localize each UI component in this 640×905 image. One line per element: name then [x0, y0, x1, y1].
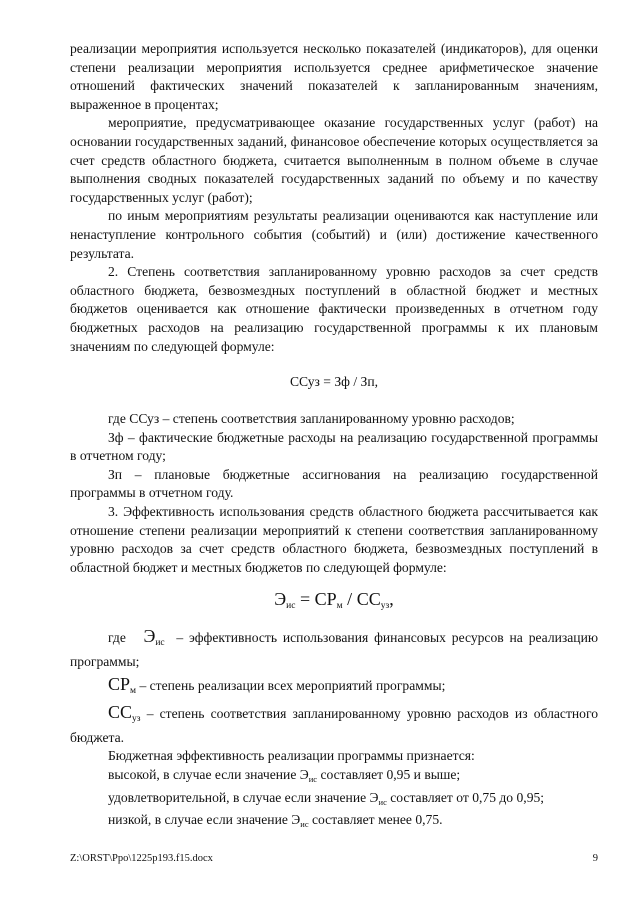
text-satisfactory-a: удовлетворительной, в случае если значение Э: [108, 789, 379, 805]
text-satisfactory-sub: ис: [378, 796, 387, 807]
text-low-b: составляет менее 0,75.: [312, 812, 443, 828]
formula-efficiency: [70, 589, 598, 611]
footer-file-path: Z:\ORST\Ppo\1225p193.f15.docx: [70, 853, 213, 864]
symbol-e: Э: [274, 589, 287, 610]
paragraph: 3. Эффективность использования средств областного бюджета рассчитывается как отношение степени реализации мероприятий к степени соответствия запланированному уровню расходов за счет средств областного бюджета, безвозмездных поступлений в областной бюджет и местных бюджетов по следующей формуле:: [70, 504, 598, 575]
text-high-sub: ис: [308, 774, 318, 784]
text-high-a: высокой, в случае если значение Э: [108, 767, 309, 782]
term-e-sub: ис: [155, 638, 165, 649]
term-e: Э: [143, 626, 156, 647]
text-satisfactory-b: составляет от 0,75 до 0,95;: [390, 789, 545, 805]
paragraph-ss-definition: [70, 703, 598, 747]
paragraph: реализации мероприятия используется несколько показателей (индикаторов), для оценки степени реализации мероприятия используется среднее арифметическое значение отношений фактических значений показателей к запланированным значениям, выраженное в процентах;: [70, 41, 598, 112]
symbol-sr: СР: [314, 589, 337, 610]
paragraph: Бюджетная эффективность реализации программы признается:: [108, 748, 475, 764]
paragraph: Зп – плановые бюджетные ассигнования на реализацию государственной программы в отчетном году.: [70, 466, 598, 501]
symbol-comma: ,: [389, 589, 394, 610]
text-ss-definition: – степень соответствия запланированному уровню расходов из областного бюджета.: [70, 706, 598, 745]
page-footer: [70, 853, 598, 864]
text-low-a: низкой, в случае если значение Э: [108, 812, 301, 828]
symbol-ss: СС: [356, 589, 381, 610]
document-page: [70, 40, 598, 834]
term-sr-sub: м: [130, 685, 137, 696]
paragraph-sr-definition: [70, 675, 598, 701]
term-ss-sub: уз: [132, 714, 141, 725]
paragraph: мероприятие, предусматривающее оказание государственных услуг (работ) на основании государственных заданий, финансовое обеспечение которых осуществляется за счет средств областного бюджета, считается выполненным в полном объеме в случае выполнения сводных показателей государственных заданий по объему и по качеству государственных услуг (работ);: [70, 115, 598, 205]
paragraph: по иным мероприятиям результаты реализации оцениваются как наступление или ненаступление контрольного события (событий) и (или) достижение качественного результата.: [70, 208, 598, 261]
term-ss: СС: [108, 702, 133, 723]
text-sr-definition: – степень реализации всех мероприятий программы;: [139, 677, 446, 693]
paragraph-satisfactory: [70, 789, 598, 812]
formula-ssuz: ССуз = Зф / Зп,: [289, 374, 379, 390]
paragraph: Зф – фактические бюджетные расходы на реализацию государственной программы в отчетном году;: [70, 429, 598, 464]
paragraph: где ССуз – степень соответствия запланированному уровню расходов;: [108, 411, 515, 427]
text-e-definition: – эффективность использования финансовых ресурсов на реализацию программы;: [70, 630, 599, 670]
page-number: 9: [592, 853, 598, 864]
symbol-sr-sub: м: [336, 601, 343, 612]
symbol-slash: /: [347, 589, 353, 610]
paragraph-e-definition: [70, 627, 598, 671]
term-sr: СР: [108, 673, 131, 694]
text-high-b: составляет 0,95 и выше;: [320, 767, 461, 782]
symbol-eq: =: [299, 589, 311, 610]
text-where: где: [108, 630, 126, 646]
symbol-e-sub: ис: [286, 601, 296, 612]
text-low-sub: ис: [300, 819, 309, 830]
paragraph-high: [70, 766, 598, 789]
paragraph-low: [70, 811, 598, 834]
symbol-ss-sub: уз: [380, 601, 390, 612]
paragraph: 2. Степень соответствия запланированному уровню расходов за счет средств областного бюджета, безвозмездных поступлений в областной бюджет и местных бюджетов оценивается как отношение фактически произведенных в отчетном году бюджетных расходов на реализацию государственной программы к их плановым значениям по следующей формуле:: [70, 264, 598, 354]
